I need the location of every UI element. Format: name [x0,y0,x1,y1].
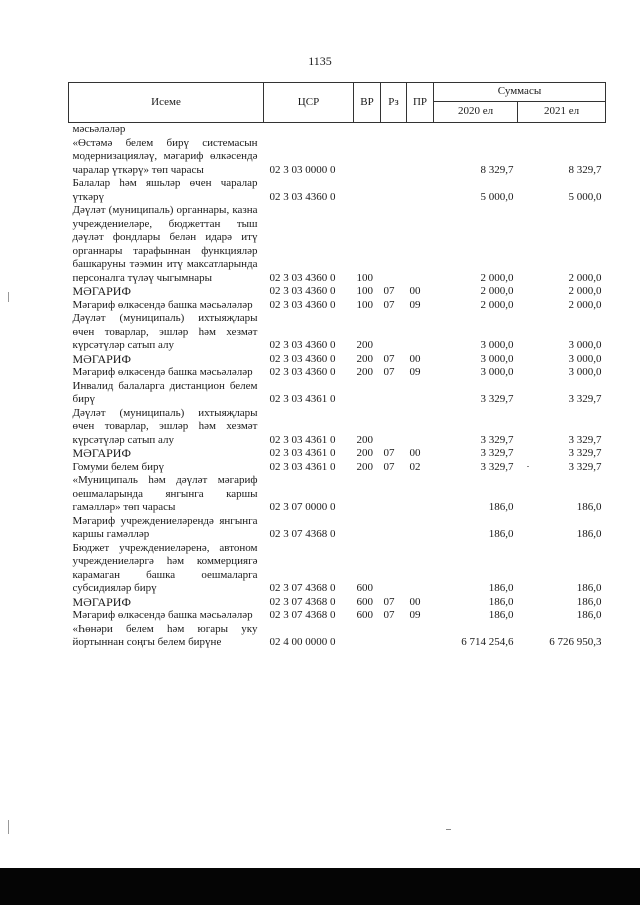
row-rz-cell: 07 [383,447,395,459]
row-amount-2021-cell: 3 000,0 [568,352,602,365]
scan-speck [527,466,529,467]
row-csr-cell: 02 3 03 4360 0 [269,339,336,351]
row-csr-cell: 02 4 00 0000 0 [269,636,336,648]
table-row [69,137,606,178]
row-amount-2020-cell: 2 000,0 [480,298,514,311]
table-row [69,474,606,515]
row-amount-2020-cell: 186,0 [488,609,514,621]
row-amount-2020-cell [434,123,518,137]
row-pr-cell [407,312,434,353]
row-csr-cell: 02 3 03 4361 0 [269,460,336,473]
row-amount-2021-cell: 186,0 [576,609,602,621]
row-vr-cell: 200 [356,460,373,473]
row-vr-cell: 100 [356,271,373,284]
row-vr-cell [354,380,381,407]
row-amount-2021-cell: 186,0 [576,501,602,513]
row-vr-cell: 200 [356,447,373,459]
header-year-2020: 2020 ел [434,102,518,123]
row-pr-cell: 02 [409,460,421,473]
row-rz-cell: 07 [383,352,395,365]
row-pr-cell: 09 [409,366,421,378]
header-vr: ВР [354,83,381,123]
row-name-cell: МӘГАРИФ [72,351,131,366]
row-vr-cell: 200 [356,339,373,351]
row-amount-2020-cell: 186,0 [488,528,514,540]
table-row [69,447,606,461]
row-name-cell: мәсьәләләр [72,123,126,135]
table-row [69,515,606,542]
row-amount-2021-cell: 3 329,7 [568,433,602,446]
row-amount-2020-cell: 2 000,0 [480,271,514,284]
row-name-cell: «Өстәмә белем бирү системасын модернизацияләү, мәгариф өлкәсендә чаралар үткәрү» төп чарасы [72,136,258,176]
scan-speck [446,829,451,830]
row-pr-cell [407,542,434,596]
table-row [69,299,606,313]
row-amount-2021-cell: 3 000,0 [568,339,602,351]
row-vr-cell [354,177,381,204]
row-pr-cell: 00 [409,352,421,365]
row-csr-cell: 02 3 03 0000 0 [269,163,336,176]
row-amount-2020-cell: 3 329,7 [480,460,514,473]
row-amount-2021-cell: 8 329,7 [568,163,602,176]
row-vr-cell: 600 [356,582,373,594]
row-csr-cell: 02 3 03 4361 0 [269,433,336,446]
row-csr-cell: 02 3 03 4360 0 [269,285,336,297]
row-amount-2020-cell: 2 000,0 [480,285,514,297]
row-amount-2021-cell: 2 000,0 [568,285,602,297]
row-csr-cell: 02 3 07 4368 0 [269,595,336,608]
row-csr-cell: 02 3 07 4368 0 [269,582,336,594]
header-sums: Суммасы [434,83,606,102]
row-amount-2020-cell: 3 329,7 [480,447,514,459]
row-vr-cell: 200 [356,352,373,365]
row-name-cell: Мәгариф өлкәсендә башка мәсьәләләр [72,298,253,311]
row-amount-2021-cell: 3 000,0 [568,366,602,378]
header-name: Исеме [69,83,264,123]
row-amount-2020-cell: 8 329,7 [480,163,514,176]
row-csr-cell: 02 3 03 4360 0 [269,190,336,203]
row-vr-cell [354,123,381,137]
table-row [69,596,606,610]
row-csr-cell: 02 3 03 4361 0 [269,393,336,405]
table-row [69,407,606,448]
table-row [69,380,606,407]
row-rz-cell [381,312,407,353]
table-row [69,353,606,367]
row-csr-cell: 02 3 03 4361 0 [269,447,336,459]
row-rz-cell [381,623,407,650]
header-csr: ЦСР [264,83,354,123]
row-name-cell: Мәгариф учреждениеләрендә янгынга каршы гамәлләр [72,514,258,540]
row-csr-cell: 02 3 03 4360 0 [269,271,336,284]
row-name-cell: Дәүләт (муниципаль) органнары, казна учреждениеләре, бюджеттан тыш дәүләт фондлары белән идарә итү органнары тарафыннан функцияләр башкаруны тәэмин итү максатларында персоналга түләү чыгымнары [72,204,258,284]
row-pr-cell [407,515,434,542]
row-amount-2020-cell: 3 000,0 [480,352,514,365]
row-rz-cell: 07 [383,609,395,621]
row-csr-cell: 02 3 07 4368 0 [269,609,336,621]
row-amount-2021-cell: 6 726 950,3 [549,636,602,648]
row-amount-2020-cell: 5 000,0 [480,190,514,203]
row-csr-cell: 02 3 03 4360 0 [269,352,336,365]
row-amount-2020-cell: 186,0 [488,595,514,608]
row-pr-cell: 09 [409,609,421,621]
row-rz-cell: 07 [383,298,395,311]
table-row [69,285,606,299]
row-amount-2021-cell [518,123,606,137]
table-header [69,83,606,123]
row-pr-cell [407,137,434,178]
header-year-2021: 2021 ел [518,102,606,123]
row-amount-2021-cell: 186,0 [576,582,602,594]
row-amount-2020-cell: 3 329,7 [480,393,514,405]
table-row [69,312,606,353]
row-name-cell: Дәүләт (муниципаль) ихтыяҗлары өчен товарлар, эшләр һәм хезмәт күрсәтүләр сатып алу [72,312,258,351]
row-pr-cell [407,474,434,515]
row-amount-2020-cell: 186,0 [488,582,514,594]
table-row [69,461,606,475]
table-body [69,123,606,650]
header-rz: Рз [381,83,407,123]
row-vr-cell: 200 [356,433,373,446]
row-csr-cell: 02 3 07 4368 0 [269,528,336,540]
row-rz-cell [381,123,407,137]
row-name-cell: МӘГАРИФ [72,594,131,609]
row-amount-2021-cell: 3 329,7 [568,393,602,405]
row-amount-2020-cell: 186,0 [488,501,514,513]
row-rz-cell [381,204,407,285]
row-vr-cell [354,137,381,178]
table-row [69,542,606,596]
page-number: 1135 [308,54,332,68]
row-name-cell: Балалар һәм яшьләр өчен чаралар үткәрү [72,177,258,203]
table-row [69,609,606,623]
row-rz-cell [381,542,407,596]
row-vr-cell [354,515,381,542]
row-rz-cell: 07 [383,460,395,473]
row-name-cell: Гомуми белем бирү [72,460,164,473]
row-amount-2021-cell: 3 329,7 [568,460,602,473]
row-name-cell: Инвалид балаларга дистанцион белем бирү [72,379,258,405]
row-pr-cell [407,123,434,137]
row-name-cell: Мәгариф өлкәсендә башка мәсьәләләр [72,366,253,378]
row-pr-cell [407,407,434,448]
row-amount-2021-cell: 2 000,0 [568,271,602,284]
row-amount-2021-cell: 5 000,0 [568,190,602,203]
row-name-cell: «Һөнәри белем һәм югары уку йортыннан соңгы белем бирүне [72,622,258,648]
table-row [69,204,606,285]
row-amount-2021-cell: 3 329,7 [568,447,602,459]
table-row [69,623,606,650]
row-csr-cell [264,123,354,137]
row-pr-cell [407,623,434,650]
row-vr-cell: 200 [356,366,373,378]
row-csr-cell: 02 3 03 4360 0 [269,298,336,311]
row-pr-cell: 09 [409,298,421,311]
table-row [69,177,606,204]
table-row [69,366,606,380]
row-rz-cell [381,137,407,178]
row-name-cell: Бюджет учреждениеләренә, автоном учреждениеләргә һәм коммерциягә карамаган башка оешмаларга субсидияләр бирү [72,541,258,594]
row-rz-cell [381,407,407,448]
row-pr-cell [407,177,434,204]
header-pr: ПР [407,83,434,123]
row-vr-cell: 600 [356,595,373,608]
row-csr-cell: 02 3 07 0000 0 [269,501,336,513]
row-name-cell: Дәүләт (муниципаль) ихтыяҗлары өчен товарлар, эшләр һәм хезмәт күрсәтүләр сатып алу [72,406,258,446]
row-amount-2021-cell: 186,0 [576,595,602,608]
row-vr-cell: 100 [356,285,373,297]
row-amount-2020-cell: 3 000,0 [480,366,514,378]
row-vr-cell: 600 [356,609,373,621]
row-amount-2021-cell: 2 000,0 [568,298,602,311]
row-pr-cell [407,204,434,285]
table-row [69,123,606,137]
row-rz-cell: 07 [383,366,395,378]
row-pr-cell [407,380,434,407]
row-amount-2020-cell: 3 000,0 [480,339,514,351]
row-pr-cell: 00 [409,595,421,608]
row-amount-2020-cell: 6 714 254,6 [461,636,514,648]
row-name-cell: МӘГАРИФ [72,446,131,460]
row-pr-cell: 00 [409,447,421,459]
row-amount-2020-cell: 3 329,7 [480,433,514,446]
row-rz-cell: 07 [383,595,395,608]
row-rz-cell [381,515,407,542]
scan-border-bar [0,868,640,905]
row-name-cell: «Муниципаль һәм дәүләт мәгариф оешмаларында янгынга каршы гамәлләр» төп чарасы [72,474,258,513]
scan-edge-mark [8,292,9,302]
row-rz-cell [381,177,407,204]
row-name-cell: Мәгариф өлкәсендә башка мәсьәләләр [72,609,253,621]
row-vr-cell: 100 [356,298,373,311]
row-vr-cell [354,474,381,515]
row-pr-cell: 00 [409,285,421,297]
row-csr-cell: 02 3 03 4360 0 [269,366,336,378]
row-vr-cell [354,623,381,650]
row-rz-cell: 07 [383,285,395,297]
budget-table [68,82,606,650]
row-name-cell: МӘГАРИФ [72,284,131,298]
scan-edge-mark [8,820,9,834]
row-rz-cell [381,380,407,407]
row-amount-2021-cell: 186,0 [576,528,602,540]
row-rz-cell [381,474,407,515]
